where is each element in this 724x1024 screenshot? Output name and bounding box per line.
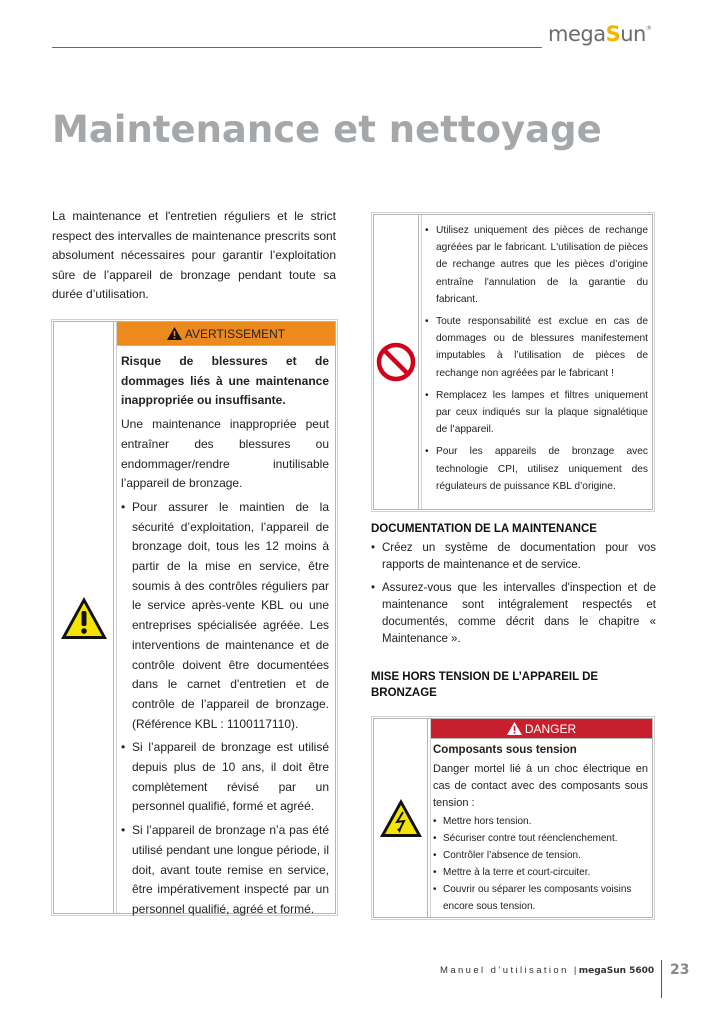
small-warning-triangle-icon: [507, 722, 522, 735]
documentation-heading: DOCUMENTATION DE LA MAINTENANCE: [371, 523, 597, 535]
prohibition-icon: [376, 342, 416, 382]
list-item: • Toute responsabilité est exclue en cas de dommages ou de blessures manifestement imputables à l’utilisation de pièces de rechange non agréées par le fabricant !: [425, 313, 648, 382]
manual-label: Manuel d’utilisation: [440, 965, 569, 976]
megasun-logo: [548, 22, 651, 46]
warning-box: [53, 321, 336, 914]
prohibition-box: [373, 214, 653, 510]
danger-paragraph: Danger mortel lié à un choc électrique en cas de contact avec des composants sous tension :: [433, 763, 648, 809]
high-voltage-icon: [379, 798, 423, 838]
header-rule: [52, 47, 542, 48]
list-item: • Pour assurer le maintien de la sécurité d’exploitation, l’appareil de bronzage doit, tous les 12 moins à partir de la mise en service, être soumis à des contrôles réguliers par le service après-vente KBL ou une entreprises spécialisée agréée. Les interventions de maintenance et de contrôle doivent être documentées dans le carnet d'entretien et de contrôle de l’appareil de bronzage. (Référence KBL : 1100117110).: [121, 498, 329, 734]
list-item: • Mettre à la terre et court-circuiter.: [433, 864, 648, 881]
signal-word: AVERTISSEMENT: [184, 326, 286, 341]
page-title: Maintenance et nettoyage: [52, 108, 602, 151]
list-item: • Couvrir ou séparer les composants voisins encore sous tension.: [433, 881, 648, 915]
logo-text-suffix: un: [620, 22, 646, 46]
small-warning-triangle-icon: [167, 327, 182, 340]
list-item: • Créez un système de documentation pour vos rapports de maintenance et de service.: [371, 540, 656, 574]
warning-paragraph: Une maintenance inappropriée peut entraîner des blessures ou endommager/rendre inutilisable l’appareil de bronzage.: [121, 417, 329, 491]
documentation-list: [371, 540, 656, 654]
list-item: • Si l’appareil de bronzage est utilisé depuis plus de 10 ans, il doit être complètement révisé par un personnel qualifié, formé et agréé.: [121, 738, 329, 817]
danger-icon-column: [374, 719, 428, 917]
list-item: • Si l’appareil de bronzage n’a pas été utilisé pendant une longue période, il doit, avant toute remise en service, être impérativement inspecté par un personnel qualifié, agréé et formé.: [121, 821, 329, 920]
power-off-heading: MISE HORS TENSION DE L’APPAREIL DE BRONZAGE: [371, 671, 599, 699]
warning-signal-header: [117, 322, 335, 346]
danger-heading: Composants sous tension: [433, 744, 577, 756]
footer-separator: |: [573, 965, 579, 976]
registered-mark: ®: [645, 25, 652, 32]
signal-word: DANGER: [524, 721, 577, 736]
page-number: 23: [670, 962, 690, 978]
footer-divider: [661, 960, 662, 998]
warning-triangle-icon: [59, 595, 109, 641]
danger-signal-header: [431, 719, 652, 739]
list-item: • Contrôler l’absence de tension.: [433, 847, 648, 864]
list-item: • Pour les appareils de bronzage avec technologie CPI, utilisez uniquement des régulateurs de puissance KBL d’origine.: [425, 443, 648, 495]
list-item: • Sécuriser contre tout réenclenchement.: [433, 830, 648, 847]
list-item: • Utilisez uniquement des pièces de rechange agréées par le fabricant. L'utilisation de pièces de rechange autres que les pièces d’origine entraîne l'annulation de la garantie du fabricant.: [425, 222, 648, 308]
prohibition-icon-column: [374, 215, 419, 509]
warning-icon-column: [54, 322, 114, 913]
list-item: • Remplacez les lampes et filtres uniquement par ceux indiqués sur la plaque signalétique de l’appareil.: [425, 387, 648, 439]
warning-heading: Risque de blessures et de dommages liés à une maintenance inappropriée ou insuffisante.: [121, 354, 329, 408]
list-item: • Mettre hors tension.: [433, 813, 648, 830]
footer: [440, 965, 654, 976]
danger-body: [431, 739, 652, 915]
intro-paragraph: La maintenance et l'entretien réguliers et le strict respect des intervalles de maintenance prescrits sont absolument nécessaires pour garantir l’exploitation sûre de l’appareil de bronzage pendant toute sa durée d’utilisation.: [52, 209, 336, 301]
list-item: • Assurez-vous que les intervalles d'inspection et de maintenance sont intégralement respectés et documentés, comme décrit dans le chapitre « Maintenance ».: [371, 580, 656, 648]
warning-body: [117, 346, 335, 920]
logo-text-highlight: S: [605, 22, 621, 46]
danger-box: [373, 718, 653, 918]
logo-text-prefix: mega: [548, 22, 606, 46]
product-name: megaSun 5600: [578, 966, 655, 976]
prohibition-body: [423, 215, 652, 495]
